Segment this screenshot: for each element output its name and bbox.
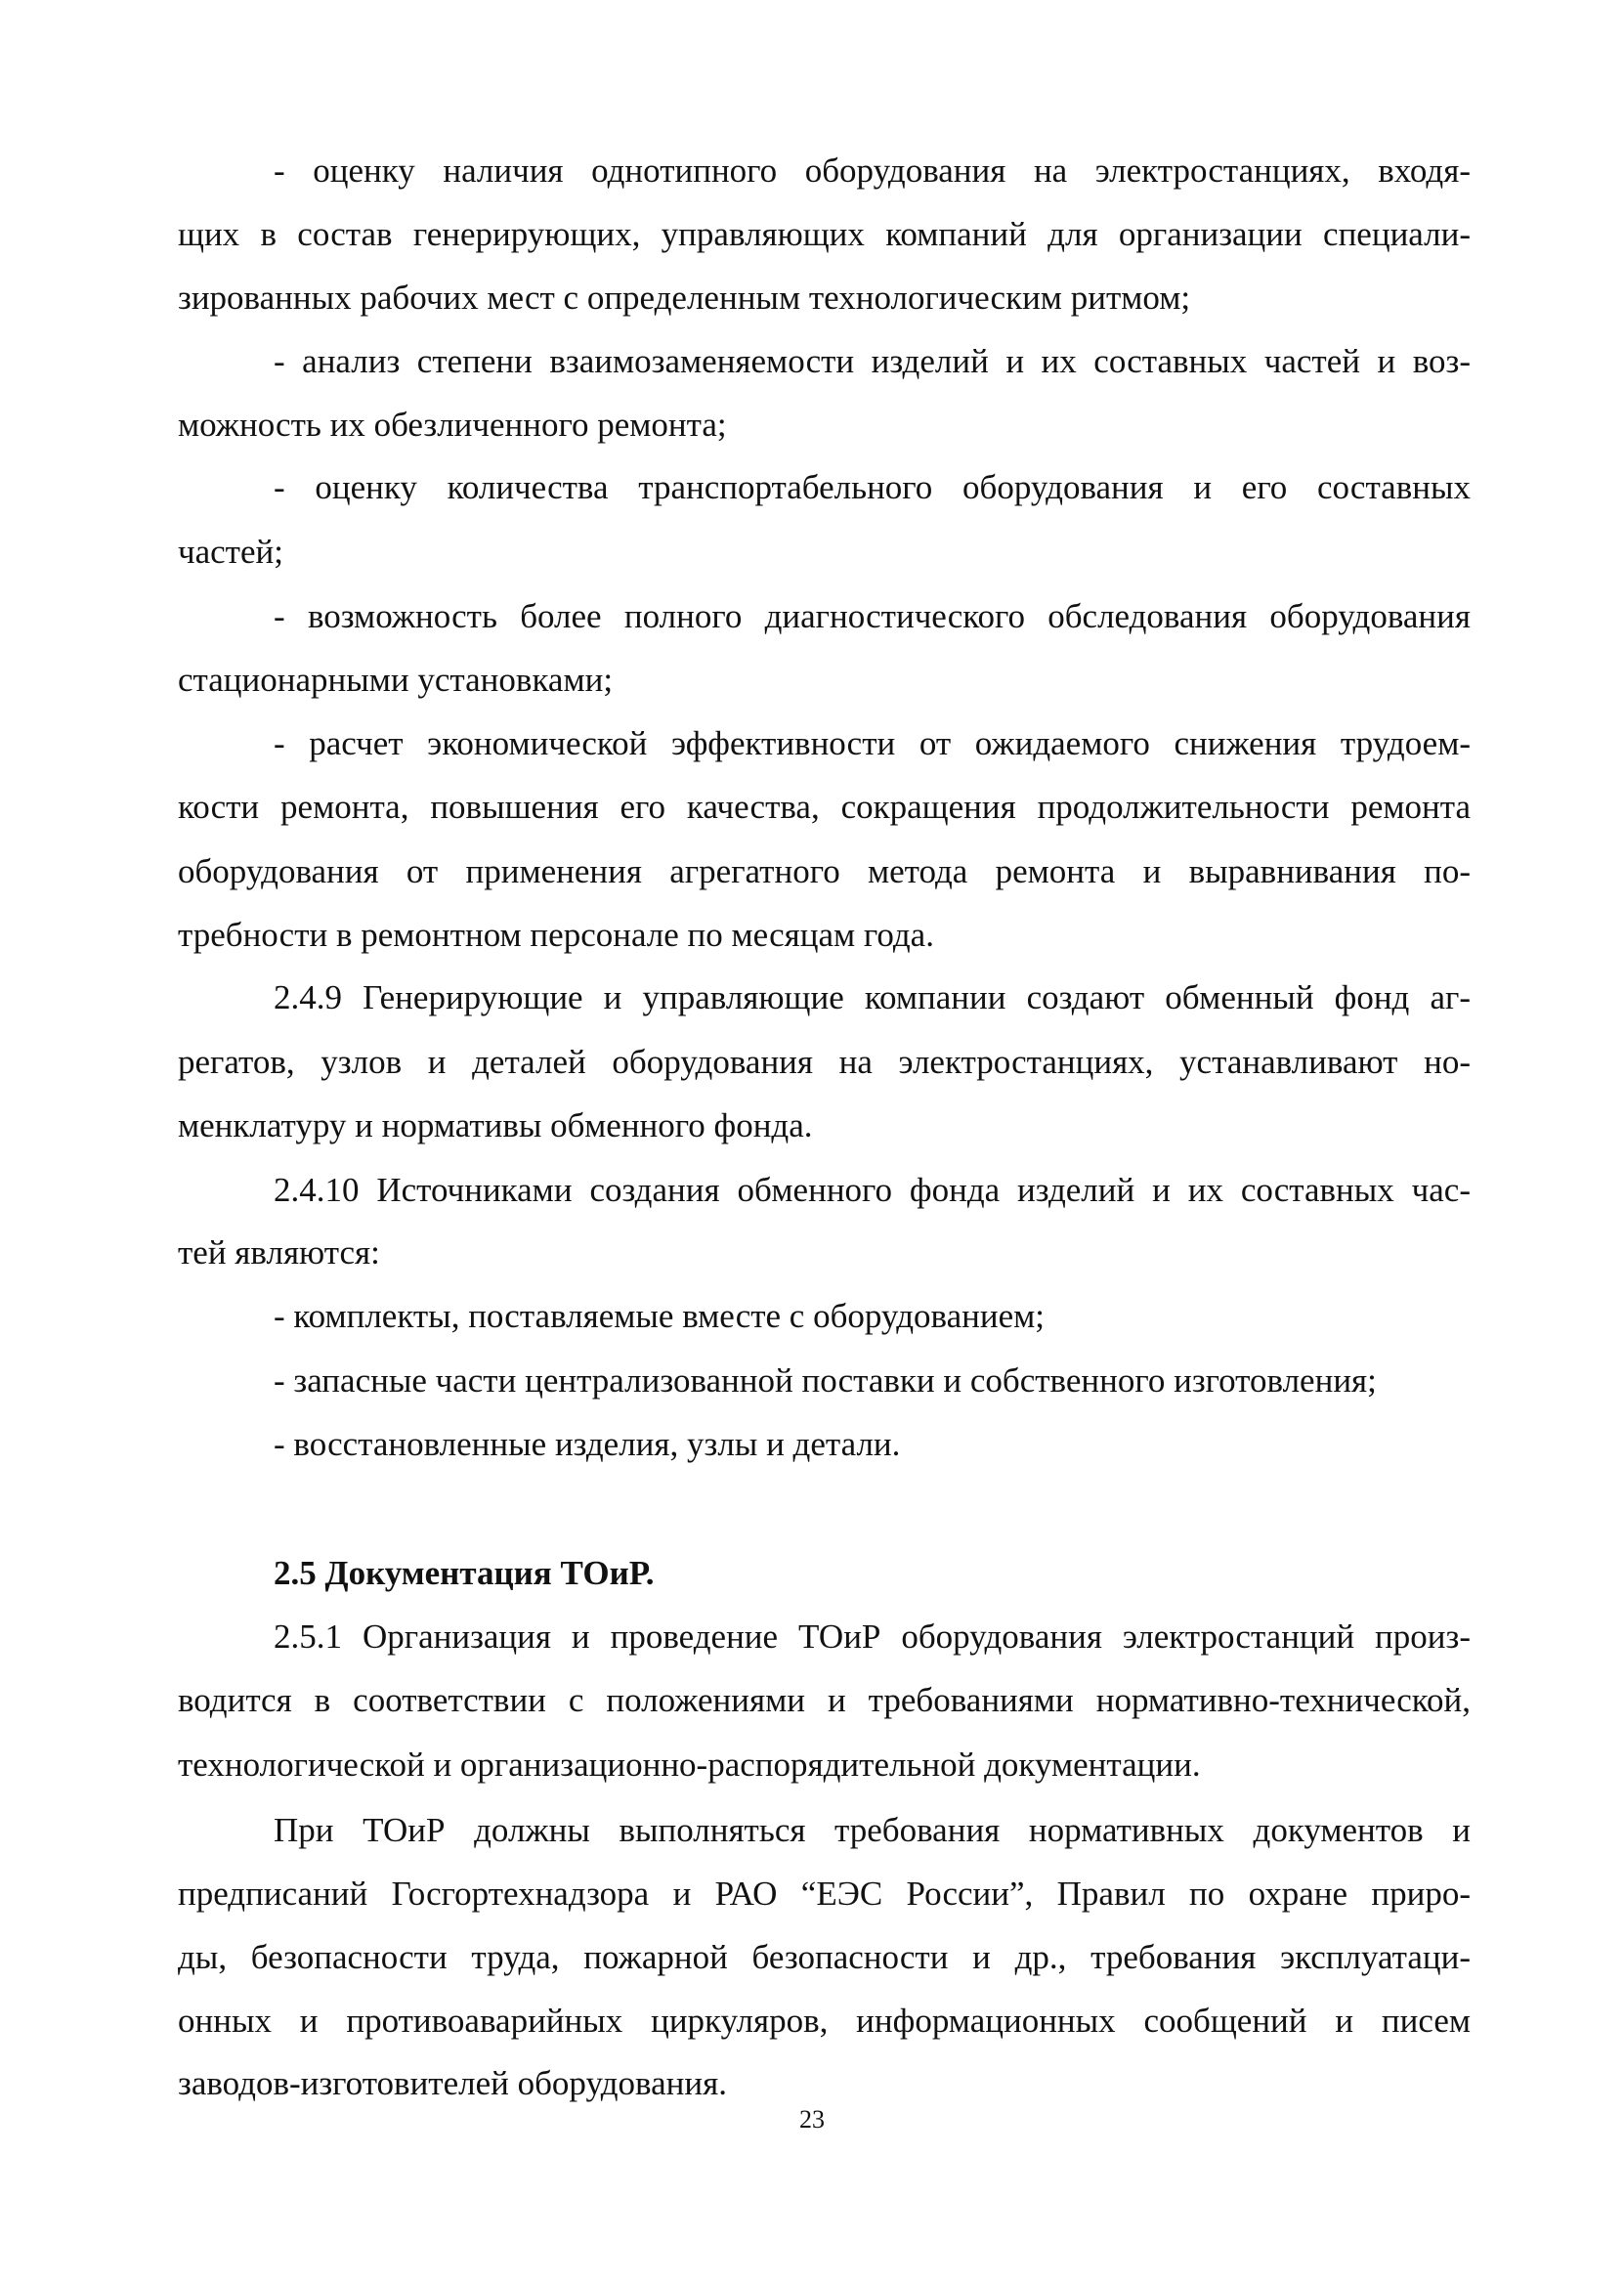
- list-item-line: оборудования от применения агрегатного метода ремонта и выравнивания по-: [178, 852, 1471, 890]
- list-item-line: требности в ремонтном персонале по месяцам года.: [178, 916, 934, 954]
- paragraph-line: менклатуру и нормативы обменного фонда.: [178, 1106, 813, 1144]
- list-item-line: - анализ степени взаимозаменяемости изделий и их составных частей и воз-: [274, 342, 1471, 380]
- paragraph-line: онных и противоаварийных циркуляров, информационных сообщений и писем: [178, 2002, 1471, 2040]
- list-item-line: - расчет экономической эффективности от ожидаемого снижения трудоем-: [274, 724, 1471, 762]
- paragraph-line: При ТОиР должны выполняться требования нормативных документов и: [274, 1811, 1471, 1849]
- paragraph-line: технологической и организационно-распорядительной документации.: [178, 1746, 1201, 1784]
- paragraph-line: ды, безопасности труда, пожарной безопасности и др., требования эксплуатаци-: [178, 1938, 1471, 1976]
- list-item-line: частей;: [178, 533, 283, 571]
- list-item-line: - комплекты, поставляемые вместе с оборудованием;: [274, 1297, 1046, 1335]
- paragraph-line: предписаний Госгортехнадзора и РАО “ЕЭС России”, Правил по охране приро-: [178, 1875, 1471, 1913]
- list-item-line: - оценку наличия однотипного оборудования на электростанциях, входя-: [274, 151, 1471, 190]
- list-item-line: стационарными установками;: [178, 661, 614, 699]
- paragraph-line: регатов, узлов и деталей оборудования на электростанциях, устанавливают но-: [178, 1043, 1471, 1081]
- paragraph-line: тей являются:: [178, 1233, 380, 1272]
- paragraph-line: 2.4.10 Источниками создания обменного фонда изделий и их составных час-: [274, 1171, 1471, 1209]
- paragraph-line: заводов-изготовителей оборудования.: [178, 2064, 727, 2102]
- list-item-line: - возможность более полного диагностического обследования оборудования: [274, 597, 1471, 635]
- list-item-line: зированных рабочих мест с определенным технологическим ритмом;: [178, 279, 1191, 317]
- page-number: 23: [799, 2105, 825, 2134]
- list-item-line: - оценку количества транспортабельного оборудования и его составных: [274, 468, 1471, 506]
- list-item-line: щих в состав генерирующих, управляющих компаний для организации специали-: [178, 215, 1471, 253]
- section-heading: 2.5 Документация ТОиР.: [274, 1554, 655, 1592]
- paragraph-line: 2.5.1 Организация и проведение ТОиР оборудования электростанций произ-: [274, 1617, 1471, 1656]
- list-item-line: можность их обезличенного ремонта;: [178, 406, 727, 444]
- paragraph-line: водится в соответствии с положениями и требованиями нормативно-технической,: [178, 1681, 1471, 1719]
- list-item-line: кости ремонта, повышения его качества, сокращения продолжительности ремонта: [178, 788, 1471, 826]
- list-item-line: - восстановленные изделия, узлы и детали.: [274, 1425, 901, 1463]
- paragraph-line: 2.4.9 Генерирующие и управляющие компании создают обменный фонд аг-: [274, 978, 1471, 1016]
- list-item-line: - запасные части централизованной поставки и собственного изготовления;: [274, 1361, 1377, 1400]
